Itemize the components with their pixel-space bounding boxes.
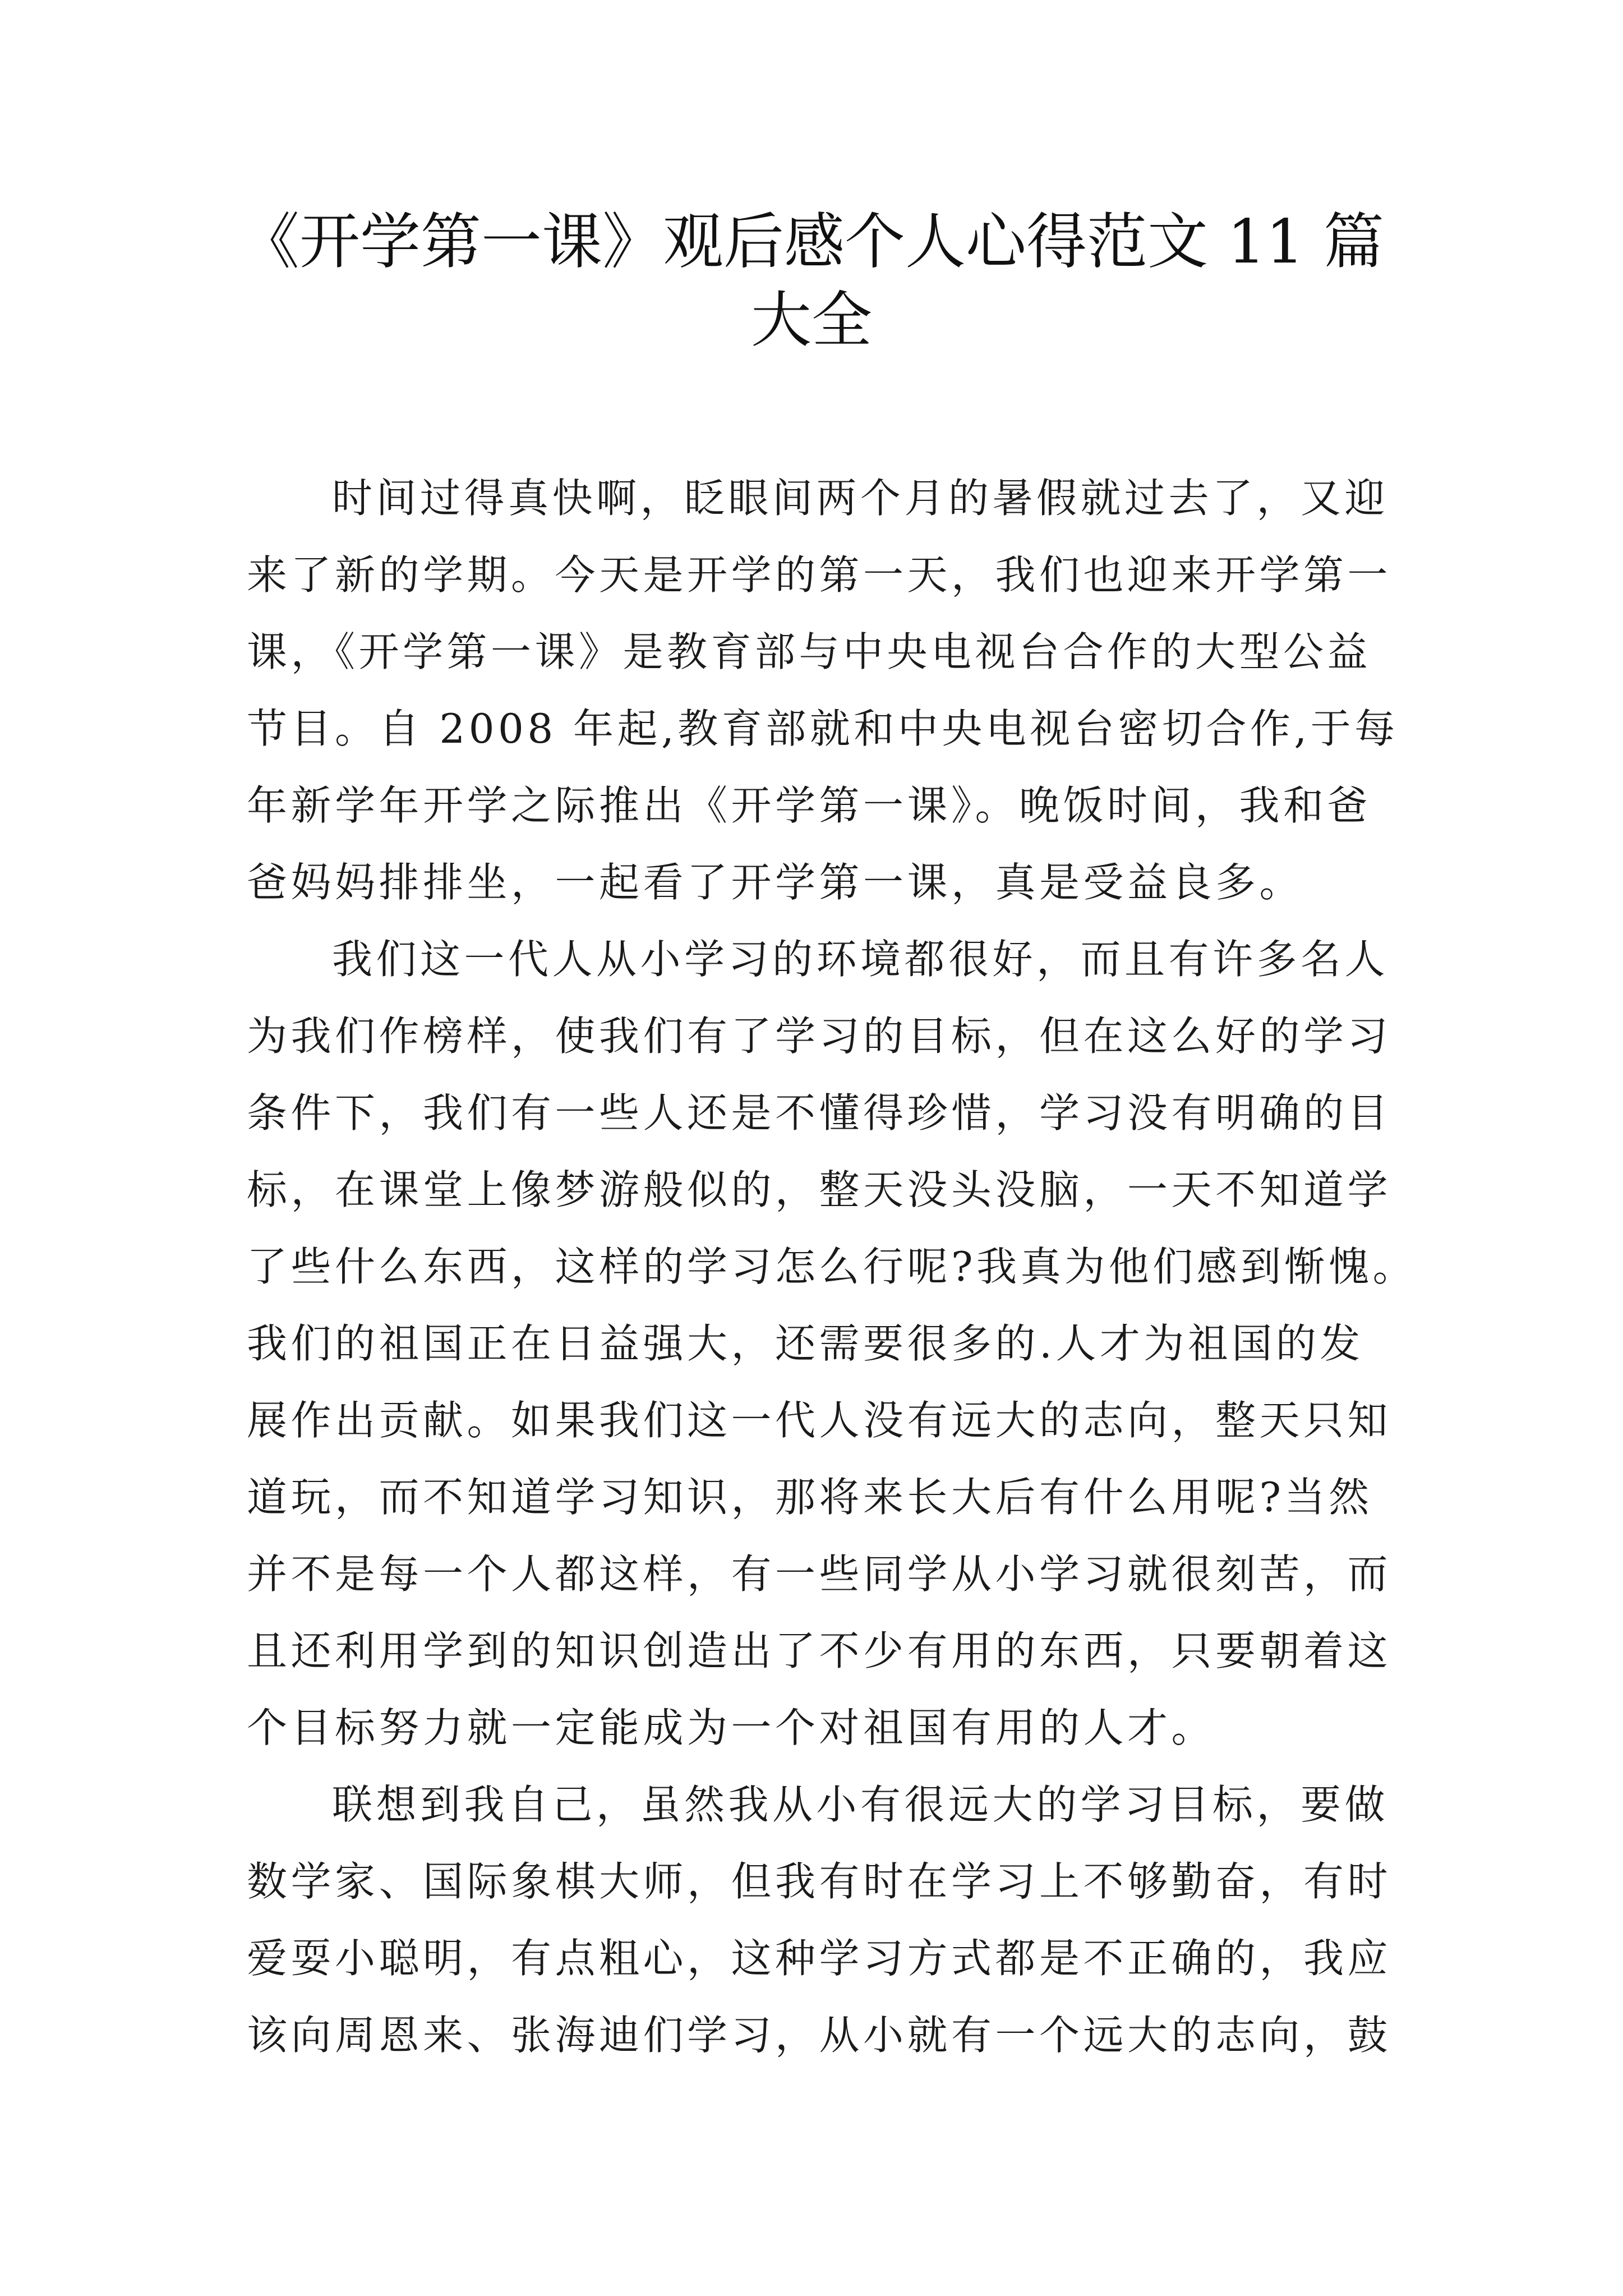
paragraph-1-line-4: 节目。自 2008 年起,教育部就和中央电视台密切合作,于每 bbox=[247, 705, 1399, 752]
paragraph-3-line-3: 爱耍小聪明，有点粗心，这种学习方式都是不正确的，我应 bbox=[247, 1935, 1392, 1982]
paragraph-1-line-3: 课，《开学第一课》是教育部与中央电视台合作的大型公益 bbox=[247, 628, 1372, 675]
paragraph-1-line-2: 来了新的学期。今天是开学的第一天，我们也迎来开学第一 bbox=[247, 551, 1392, 599]
document-title-line-2: 大全 bbox=[750, 286, 872, 356]
paragraph-3-line-2: 数学家、国际象棋大师，但我有时在学习上不够勤奋，有时 bbox=[247, 1858, 1392, 1905]
paragraph-2-line-7: 展作出贡献。如果我们这一代人没有远大的志向，整天只知 bbox=[247, 1397, 1392, 1444]
paragraph-2-line-10: 且还利用学到的知识创造出了不少有用的东西，只要朝着这 bbox=[247, 1627, 1392, 1674]
paragraph-2-line-1: 我们这一代人从小学习的环境都很好，而且有许多名人 bbox=[332, 936, 1389, 983]
paragraph-2-line-5: 了些什么东西，这样的学习怎么行呢?我真为他们感到惭愧。 bbox=[247, 1243, 1417, 1290]
paragraph-2-line-8: 道玩，而不知道学习知识，那将来长大后有什么用呢?当然 bbox=[247, 1474, 1373, 1521]
paragraph-2-line-4: 标，在课堂上像梦游般似的，整天没头没脑，一天不知道学 bbox=[247, 1166, 1392, 1213]
paragraph-1-line-5: 年新学年开学之际推出《开学第一课》。晚饭时间，我和爸 bbox=[247, 782, 1372, 829]
document-title-line-1: 《开学第一课》观后感个人心得范文 11 篇 bbox=[238, 207, 1385, 277]
paragraph-2-line-2: 为我们作榜样，使我们有了学习的目标，但在这么好的学习 bbox=[247, 1013, 1392, 1060]
paragraph-1-line-1: 时间过得真快啊，眨眼间两个月的暑假就过去了，又迎 bbox=[332, 475, 1389, 522]
paragraph-2-line-11: 个目标努力就一定能成为一个对祖国有用的人才。 bbox=[247, 1704, 1216, 1751]
paragraph-2-line-6: 我们的祖国正在日益强大，还需要很多的.人才为祖国的发 bbox=[247, 1320, 1364, 1367]
paragraph-3-line-4: 该向周恩来、张海迪们学习，从小就有一个远大的志向，鼓 bbox=[247, 2012, 1392, 2059]
paragraph-3-line-1: 联想到我自己，虽然我从小有很远大的学习目标，要做 bbox=[332, 1781, 1389, 1828]
paragraph-1-line-6: 爸妈妈排排坐，一起看了开学第一课，真是受益良多。 bbox=[247, 859, 1304, 906]
paragraph-2-line-9: 并不是每一个人都这样，有一些同学从小学习就很刻苦，而 bbox=[247, 1550, 1392, 1598]
paragraph-2-line-3: 条件下，我们有一些人还是不懂得珍惜，学习没有明确的目 bbox=[247, 1089, 1392, 1137]
